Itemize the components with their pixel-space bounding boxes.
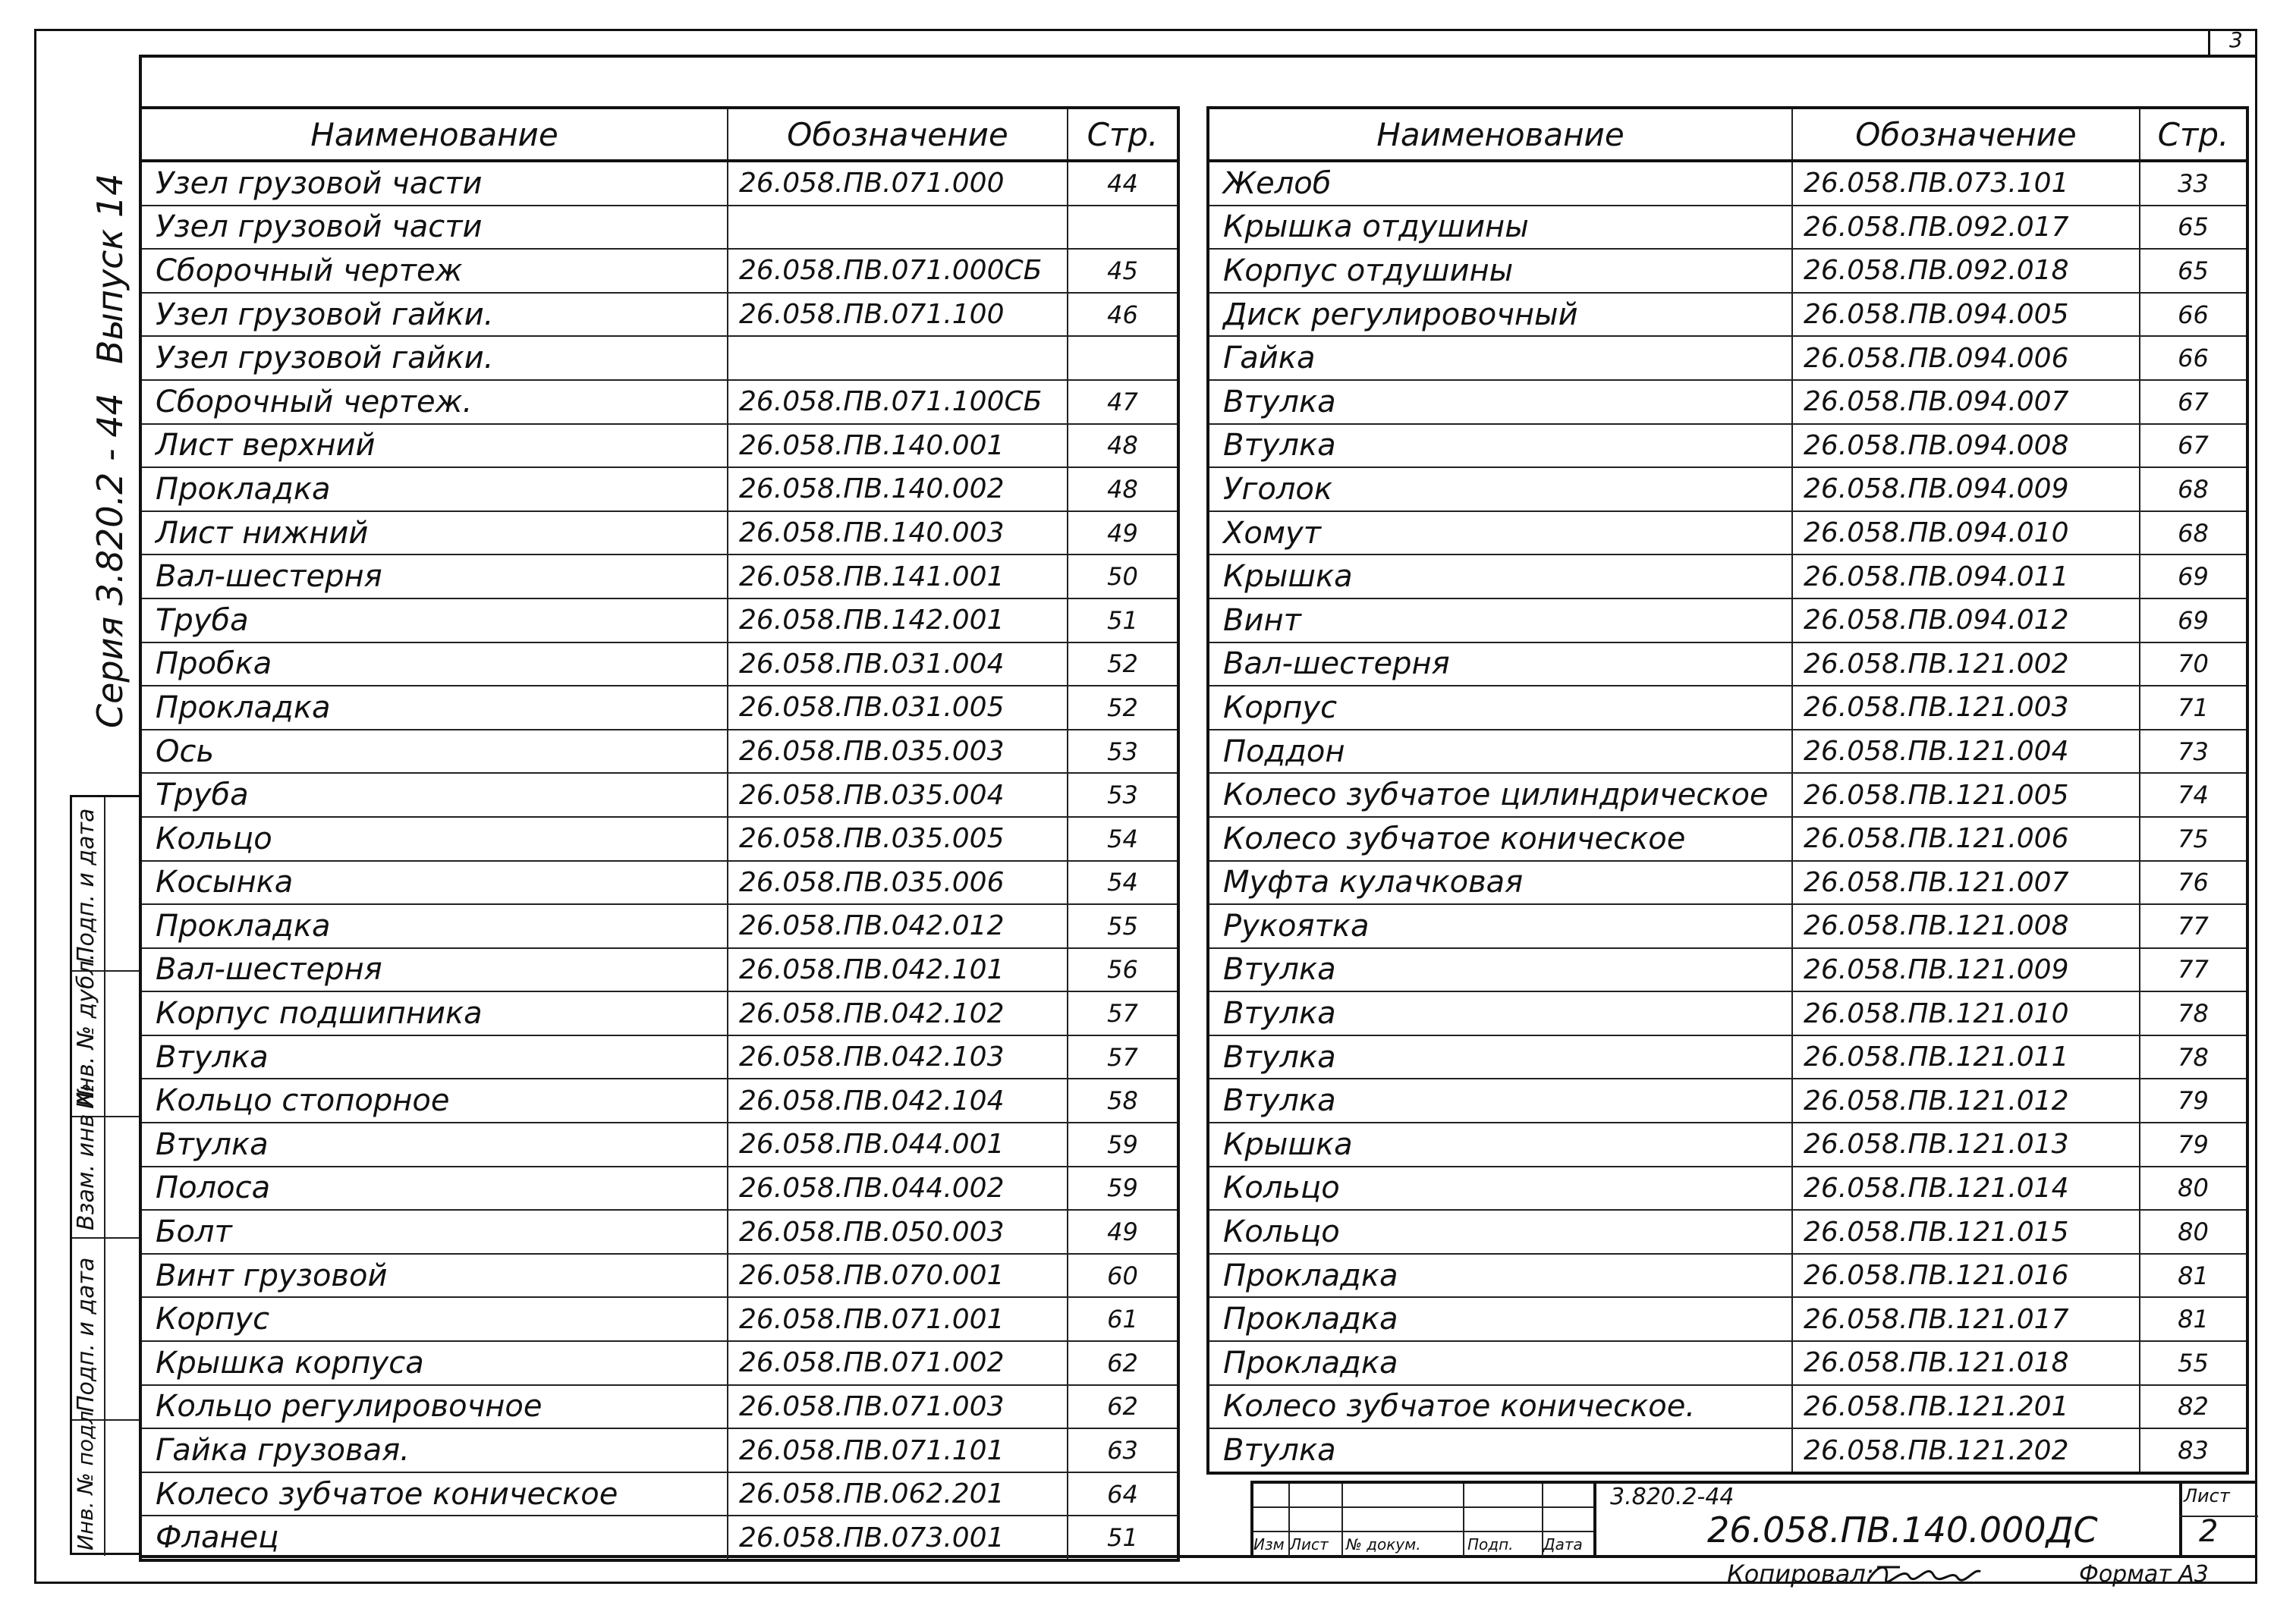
item-page <box>1068 206 1178 250</box>
item-name: Винт грузовой <box>140 1254 728 1298</box>
item-page: 48 <box>1068 467 1178 511</box>
spec-row <box>140 991 1178 1035</box>
item-page: 55 <box>1068 904 1178 948</box>
spec-row <box>140 249 1178 293</box>
item-code: 26.058.ПВ.071.000СБ <box>728 249 1068 293</box>
spec-row <box>140 1385 1178 1429</box>
spec-row <box>1208 336 2247 380</box>
item-name: Втулка <box>140 1123 728 1167</box>
item-name: Втулка <box>1208 1079 1792 1123</box>
item-code: 26.058.ПВ.142.001 <box>728 598 1068 642</box>
item-name: Желоб <box>1208 161 1792 206</box>
item-code: 26.058.ПВ.094.011 <box>1792 554 2140 598</box>
item-page: 68 <box>2140 467 2247 511</box>
item-page: 79 <box>2140 1079 2247 1123</box>
item-page: 65 <box>2140 249 2247 293</box>
spec-row <box>1208 948 2247 992</box>
item-code: 26.058.ПВ.121.014 <box>1792 1167 2140 1211</box>
item-code: 26.058.ПВ.121.012 <box>1792 1079 2140 1123</box>
item-page: 68 <box>2140 511 2247 555</box>
item-code: 26.058.ПВ.121.018 <box>1792 1341 2140 1385</box>
item-code: 26.058.ПВ.121.201 <box>1792 1385 2140 1429</box>
item-page: 77 <box>2140 948 2247 992</box>
tb-label-change: Изм <box>1253 1535 1285 1553</box>
spec-row <box>140 511 1178 555</box>
item-page: 66 <box>2140 293 2247 337</box>
item-page: 82 <box>2140 1385 2247 1429</box>
tb-label-doc-number: № докум. <box>1346 1535 1421 1553</box>
item-code: 26.058.ПВ.042.103 <box>728 1035 1068 1079</box>
item-page: 53 <box>1068 773 1178 817</box>
item-name: Лист нижний <box>140 511 728 555</box>
item-page: 63 <box>1068 1428 1178 1472</box>
item-page: 50 <box>1068 554 1178 598</box>
item-page: 69 <box>2140 554 2247 598</box>
item-code: 26.058.ПВ.062.201 <box>728 1472 1068 1516</box>
item-page: 59 <box>1068 1123 1178 1167</box>
item-name: Втулка <box>1208 948 1792 992</box>
item-code: 26.058.ПВ.073.001 <box>728 1516 1068 1560</box>
corner-number: 3 <box>2229 27 2243 52</box>
item-name: Винт <box>1208 598 1792 642</box>
item-name: Втулка <box>1208 1035 1792 1079</box>
item-page: 58 <box>1068 1079 1178 1123</box>
item-code: 26.058.ПВ.044.001 <box>728 1123 1068 1167</box>
item-page: 71 <box>2140 686 2247 730</box>
item-name: Корпус подшипника <box>140 991 728 1035</box>
item-code: 26.058.ПВ.121.005 <box>1792 773 2140 817</box>
item-page: 65 <box>2140 206 2247 250</box>
spec-row <box>1208 1297 2247 1341</box>
spec-row <box>1208 861 2247 905</box>
header-name: Наименование <box>1208 108 1792 161</box>
item-code: 26.058.ПВ.121.007 <box>1792 861 2140 905</box>
header-name: Наименование <box>140 108 728 161</box>
item-page: 81 <box>2140 1254 2247 1298</box>
spec-row <box>1208 686 2247 730</box>
spec-row <box>1208 1123 2247 1167</box>
spec-row <box>140 293 1178 337</box>
copied-label: Копировал: <box>1727 1560 1874 1588</box>
item-name: Вал-шестерня <box>1208 642 1792 686</box>
item-name: Корпус <box>140 1297 728 1341</box>
spec-row <box>140 642 1178 686</box>
item-code: 26.058.ПВ.073.101 <box>1792 161 2140 206</box>
item-name: Кольцо <box>1208 1210 1792 1254</box>
item-code: 26.058.ПВ.070.001 <box>728 1254 1068 1298</box>
spec-row <box>1208 730 2247 774</box>
item-code: 26.058.ПВ.140.001 <box>728 424 1068 468</box>
item-name: Гайка грузовая. <box>140 1428 728 1472</box>
frame-top <box>139 55 2255 58</box>
spec-row <box>1208 817 2247 861</box>
item-code: 26.058.ПВ.121.011 <box>1792 1035 2140 1079</box>
spec-row <box>1208 1167 2247 1211</box>
item-code: 26.058.ПВ.094.010 <box>1792 511 2140 555</box>
item-name: Прокладка <box>1208 1341 1792 1385</box>
spec-row <box>140 1079 1178 1123</box>
item-page: 49 <box>1068 511 1178 555</box>
item-page: 57 <box>1068 991 1178 1035</box>
item-name: Уголок <box>1208 467 1792 511</box>
item-code: 26.058.ПВ.035.006 <box>728 861 1068 905</box>
spec-row <box>140 1297 1178 1341</box>
item-name: Рукоятка <box>1208 904 1792 948</box>
tb-document-code: 26.058.ПВ.140.000ДС <box>1707 1509 2098 1550</box>
item-page: 80 <box>2140 1167 2247 1211</box>
spec-row <box>1208 1210 2247 1254</box>
item-name: Труба <box>140 773 728 817</box>
item-name: Кольцо <box>1208 1167 1792 1211</box>
copier-signature <box>1864 1558 1985 1588</box>
sheet-right-border <box>2255 29 2257 1584</box>
item-name: Хомут <box>1208 511 1792 555</box>
item-page: 60 <box>1068 1254 1178 1298</box>
item-code: 26.058.ПВ.035.003 <box>728 730 1068 774</box>
item-page: 83 <box>2140 1428 2247 1473</box>
item-page: 49 <box>1068 1210 1178 1254</box>
tb-label-signature: Подп. <box>1467 1535 1514 1553</box>
item-page: 55 <box>2140 1341 2247 1385</box>
item-name: Полоса <box>140 1167 728 1211</box>
spec-row <box>140 161 1178 206</box>
item-page: 56 <box>1068 948 1178 992</box>
spec-row <box>140 467 1178 511</box>
stamp-label-orig-inv: Инв. № подл <box>73 1410 98 1550</box>
item-code: 26.058.ПВ.035.005 <box>728 817 1068 861</box>
item-name: Втулка <box>1208 380 1792 424</box>
item-page: 48 <box>1068 424 1178 468</box>
item-page <box>1068 336 1178 380</box>
item-code: 26.058.ПВ.035.004 <box>728 773 1068 817</box>
spec-row <box>140 1167 1178 1211</box>
item-code: 26.058.ПВ.140.002 <box>728 467 1068 511</box>
item-page: 45 <box>1068 249 1178 293</box>
item-code: 26.058.ПВ.094.008 <box>1792 424 2140 468</box>
item-code: 26.058.ПВ.140.003 <box>728 511 1068 555</box>
item-name: Гайка <box>1208 336 1792 380</box>
series-label: Серия 3.820.2 - 44 <box>90 393 131 728</box>
item-code: 26.058.ПВ.121.016 <box>1792 1254 2140 1298</box>
item-name: Крышка <box>1208 554 1792 598</box>
item-page: 79 <box>2140 1123 2247 1167</box>
spec-row <box>1208 904 2247 948</box>
item-page: 75 <box>2140 817 2247 861</box>
spec-row <box>1208 1254 2247 1298</box>
spec-row <box>140 730 1178 774</box>
item-code: 26.058.ПВ.071.001 <box>728 1297 1068 1341</box>
item-name: Пробка <box>140 642 728 686</box>
spec-row <box>1208 598 2247 642</box>
item-code: 26.058.ПВ.042.012 <box>728 904 1068 948</box>
spec-row <box>1208 424 2247 468</box>
item-code: 26.058.ПВ.071.100 <box>728 293 1068 337</box>
item-name: Узел грузовой части <box>140 206 728 250</box>
item-code: 26.058.ПВ.094.007 <box>1792 380 2140 424</box>
item-code: 26.058.ПВ.121.008 <box>1792 904 2140 948</box>
spec-row <box>1208 1035 2247 1079</box>
spec-row <box>140 948 1178 992</box>
spec-row <box>140 554 1178 598</box>
item-name: Диск регулировочный <box>1208 293 1792 337</box>
item-name: Колесо зубчатое коническое <box>1208 817 1792 861</box>
issue-label: Выпуск 14 <box>90 173 131 364</box>
header-code: Обозначение <box>1792 108 2140 161</box>
item-page: 62 <box>1068 1385 1178 1429</box>
spec-row <box>140 598 1178 642</box>
item-name: Фланец <box>140 1516 728 1560</box>
item-name: Крышка корпуса <box>140 1341 728 1385</box>
item-code <box>728 336 1068 380</box>
item-name: Болт <box>140 1210 728 1254</box>
item-name: Прокладка <box>140 467 728 511</box>
spec-row <box>1208 249 2247 293</box>
item-code: 26.058.ПВ.121.009 <box>1792 948 2140 992</box>
item-page: 70 <box>2140 642 2247 686</box>
tb-sheet-number: 2 <box>2199 1514 2219 1549</box>
item-code: 26.058.ПВ.141.001 <box>728 554 1068 598</box>
spec-row <box>1208 206 2247 250</box>
tb-label-sheet: Лист <box>1290 1535 1329 1553</box>
item-code <box>728 206 1068 250</box>
left-spec-table <box>139 106 1180 1562</box>
item-name: Косынка <box>140 861 728 905</box>
item-page: 64 <box>1068 1472 1178 1516</box>
spec-row <box>140 686 1178 730</box>
spec-row <box>140 817 1178 861</box>
spec-row <box>140 1428 1178 1472</box>
item-code: 26.058.ПВ.121.017 <box>1792 1297 2140 1341</box>
item-name: Лист верхний <box>140 424 728 468</box>
item-name: Кольцо <box>140 817 728 861</box>
item-page: 54 <box>1068 817 1178 861</box>
stamp-label-dup-inv: Инв. № дубл. <box>73 953 99 1109</box>
item-code: 26.058.ПВ.094.012 <box>1792 598 2140 642</box>
item-name: Кольцо стопорное <box>140 1079 728 1123</box>
stamp-label-sign-date-1: Подп. и дата <box>73 808 99 963</box>
item-page: 76 <box>2140 861 2247 905</box>
item-name: Прокладка <box>140 904 728 948</box>
item-name: Колесо зубчатое коническое <box>140 1472 728 1516</box>
item-name: Труба <box>140 598 728 642</box>
spec-row <box>140 380 1178 424</box>
item-code: 26.058.ПВ.042.101 <box>728 948 1068 992</box>
header-code: Обозначение <box>728 108 1068 161</box>
spec-row <box>140 904 1178 948</box>
item-name: Вал-шестерня <box>140 948 728 992</box>
tb-series-ref: 3.820.2-44 <box>1610 1484 1735 1510</box>
item-name: Корпус отдушины <box>1208 249 1792 293</box>
spec-row <box>140 336 1178 380</box>
spec-row <box>1208 642 2247 686</box>
item-name: Ось <box>140 730 728 774</box>
item-name: Прокладка <box>140 686 728 730</box>
header-page: Стр. <box>2140 108 2247 161</box>
format-label: Формат А3 <box>2079 1561 2209 1588</box>
item-page: 69 <box>2140 598 2247 642</box>
item-name: Втулка <box>1208 424 1792 468</box>
item-page: 54 <box>1068 861 1178 905</box>
item-code: 26.058.ПВ.121.006 <box>1792 817 2140 861</box>
item-page: 53 <box>1068 730 1178 774</box>
spec-row <box>140 424 1178 468</box>
tb-sheet-label: Лист <box>2184 1485 2230 1506</box>
spec-row <box>1208 380 2247 424</box>
item-code: 26.058.ПВ.094.005 <box>1792 293 2140 337</box>
item-code: 26.058.ПВ.121.202 <box>1792 1428 2140 1473</box>
item-code: 26.058.ПВ.121.010 <box>1792 991 2140 1035</box>
item-name: Втулка <box>1208 1428 1792 1473</box>
item-name: Узел грузовой гайки. <box>140 293 728 337</box>
header-page: Стр. <box>1068 108 1178 161</box>
spec-row <box>140 1341 1178 1385</box>
item-code: 26.058.ПВ.121.002 <box>1792 642 2140 686</box>
item-name: Сборочный чертеж. <box>140 380 728 424</box>
item-name: Колесо зубчатое коническое. <box>1208 1385 1792 1429</box>
item-code: 26.058.ПВ.071.100СБ <box>728 380 1068 424</box>
item-page: 62 <box>1068 1341 1178 1385</box>
item-page: 81 <box>2140 1297 2247 1341</box>
spec-row <box>1208 1079 2247 1123</box>
item-name: Муфта кулачковая <box>1208 861 1792 905</box>
item-page: 52 <box>1068 686 1178 730</box>
spec-row <box>1208 1341 2247 1385</box>
spec-row <box>140 773 1178 817</box>
item-page: 46 <box>1068 293 1178 337</box>
item-name: Узел грузовой части <box>140 161 728 206</box>
item-name: Прокладка <box>1208 1254 1792 1298</box>
item-name: Вал-шестерня <box>140 554 728 598</box>
item-name: Крышка отдушины <box>1208 206 1792 250</box>
item-page: 78 <box>2140 1035 2247 1079</box>
item-name: Кольцо регулировочное <box>140 1385 728 1429</box>
item-name: Узел грузовой гайки. <box>140 336 728 380</box>
item-page: 52 <box>1068 642 1178 686</box>
spec-row <box>140 1516 1178 1560</box>
item-page: 73 <box>2140 730 2247 774</box>
spec-row <box>140 206 1178 250</box>
item-code: 26.058.ПВ.031.005 <box>728 686 1068 730</box>
item-name: Втулка <box>1208 991 1792 1035</box>
item-page: 51 <box>1068 598 1178 642</box>
tb-label-date: Дата <box>1543 1535 1583 1553</box>
spec-row <box>1208 293 2247 337</box>
spec-row <box>1208 161 2247 206</box>
item-page: 44 <box>1068 161 1178 206</box>
item-code: 26.058.ПВ.092.018 <box>1792 249 2140 293</box>
item-page: 80 <box>2140 1210 2247 1254</box>
item-code: 26.058.ПВ.042.102 <box>728 991 1068 1035</box>
spec-row <box>140 1123 1178 1167</box>
spec-row <box>1208 1385 2247 1429</box>
item-code: 26.058.ПВ.094.006 <box>1792 336 2140 380</box>
item-page: 67 <box>2140 380 2247 424</box>
item-code: 26.058.ПВ.094.009 <box>1792 467 2140 511</box>
spec-row <box>1208 467 2247 511</box>
spec-row <box>1208 991 2247 1035</box>
item-name: Прокладка <box>1208 1297 1792 1341</box>
sheet-top-border <box>34 29 2257 31</box>
item-code: 26.058.ПВ.092.017 <box>1792 206 2140 250</box>
item-page: 78 <box>2140 991 2247 1035</box>
item-name: Втулка <box>140 1035 728 1079</box>
spec-row <box>1208 511 2247 555</box>
item-name: Крышка <box>1208 1123 1792 1167</box>
item-code: 26.058.ПВ.121.003 <box>1792 686 2140 730</box>
item-code: 26.058.ПВ.071.000 <box>728 161 1068 206</box>
spec-row <box>1208 1428 2247 1473</box>
item-page: 67 <box>2140 424 2247 468</box>
item-code: 26.058.ПВ.121.015 <box>1792 1210 2140 1254</box>
spec-row <box>140 1210 1178 1254</box>
spec-row <box>1208 773 2247 817</box>
item-code: 26.058.ПВ.121.013 <box>1792 1123 2140 1167</box>
spec-row <box>140 1472 1178 1516</box>
item-page: 77 <box>2140 904 2247 948</box>
spec-row <box>140 1254 1178 1298</box>
item-code: 26.058.ПВ.121.004 <box>1792 730 2140 774</box>
item-code: 26.058.ПВ.044.002 <box>728 1167 1068 1211</box>
item-page: 66 <box>2140 336 2247 380</box>
item-code: 26.058.ПВ.071.101 <box>728 1428 1068 1472</box>
item-name: Поддон <box>1208 730 1792 774</box>
stamp-label-replace-inv: Взам. инв № <box>73 1082 99 1230</box>
item-code: 26.058.ПВ.071.003 <box>728 1385 1068 1429</box>
item-name: Корпус <box>1208 686 1792 730</box>
spec-row <box>140 861 1178 905</box>
item-page: 57 <box>1068 1035 1178 1079</box>
item-code: 26.058.ПВ.071.002 <box>728 1341 1068 1385</box>
item-page: 47 <box>1068 380 1178 424</box>
stamp-label-sign-date-2: Подп. и дата <box>73 1257 99 1412</box>
spec-row <box>140 1035 1178 1079</box>
sheet-left-border <box>34 29 36 1584</box>
item-code: 26.058.ПВ.050.003 <box>728 1210 1068 1254</box>
item-page: 61 <box>1068 1297 1178 1341</box>
item-page: 51 <box>1068 1516 1178 1560</box>
spec-row <box>1208 554 2247 598</box>
item-name: Колесо зубчатое цилиндрическое <box>1208 773 1792 817</box>
item-code: 26.058.ПВ.031.004 <box>728 642 1068 686</box>
item-page: 74 <box>2140 773 2247 817</box>
item-page: 33 <box>2140 161 2247 206</box>
item-page: 59 <box>1068 1167 1178 1211</box>
item-code: 26.058.ПВ.042.104 <box>728 1079 1068 1123</box>
item-name: Сборочный чертеж <box>140 249 728 293</box>
right-spec-table <box>1206 106 2249 1475</box>
